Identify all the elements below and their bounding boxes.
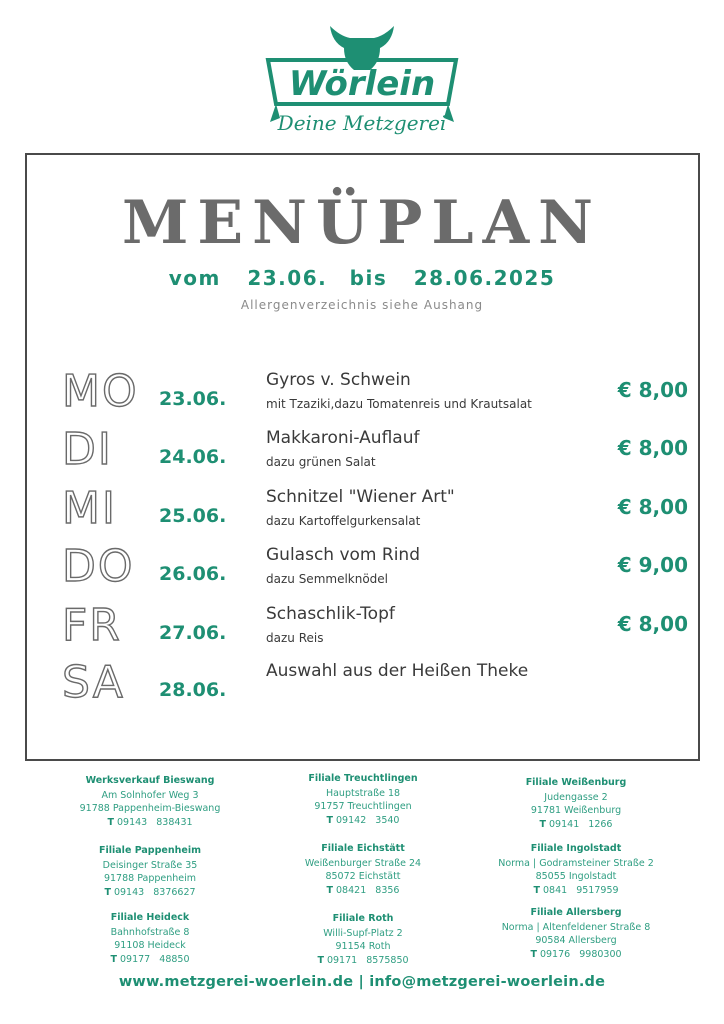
day-label: MI <box>62 483 117 534</box>
dish-price: € 9,00 <box>617 553 688 577</box>
dish-name: Makkaroni-Auflauf <box>266 428 420 448</box>
phone-number: 09176 9980300 <box>539 948 622 960</box>
branch-name: Filiale Pappenheim <box>99 845 201 856</box>
branch-phone <box>55 953 245 967</box>
branch-roth <box>268 912 458 967</box>
phone-label: T <box>533 884 540 896</box>
branch-phone <box>268 954 458 968</box>
branch-heideck <box>55 911 245 966</box>
branch-city: 85055 Ingolstadt <box>535 871 617 882</box>
day-label: DI <box>62 424 113 475</box>
dish-name: Gyros v. Schwein <box>266 370 411 390</box>
branch-name: Filiale Weißenburg <box>525 777 627 788</box>
dish-side: dazu Reis <box>266 631 324 645</box>
branch-treuchtlingen <box>268 772 458 827</box>
date-range <box>0 266 724 290</box>
branch-allersberg <box>481 906 671 961</box>
dish-side: mit Tzaziki,dazu Tomatenreis und Krautsalat <box>266 397 532 411</box>
footer-contact[interactable]: www.metzgerei-woerlein.de | info@metzgerei-woerlein.de <box>118 974 606 990</box>
phone-label: T <box>104 886 111 898</box>
branch-name: Filiale Treuchtlingen <box>308 773 418 784</box>
phone-label: T <box>110 953 117 965</box>
day-date: 25.06. <box>159 505 227 527</box>
branch-phone <box>481 818 671 832</box>
branch-name: Filiale Eichstätt <box>321 843 405 854</box>
day-label: SA <box>62 657 125 708</box>
branch-name: Filiale Roth <box>332 913 394 924</box>
branch-name: Filiale Ingolstadt <box>530 843 622 854</box>
menu-row-do <box>0 541 724 603</box>
dish-name: Auswahl aus der Heißen Theke <box>266 661 529 681</box>
branch-phone <box>268 814 458 828</box>
day-date: 23.06. <box>159 388 227 410</box>
dish-price: € 8,00 <box>617 495 688 519</box>
phone-number: 09177 48850 <box>120 953 190 965</box>
phone-number: 0841 9517959 <box>542 884 619 896</box>
branch-street: Hauptstraße 18 <box>325 787 401 799</box>
phone-label: T <box>326 884 333 896</box>
range-end: 28.06.2025 <box>413 266 556 290</box>
allergen-note: Allergenverzeichnis siehe Aushang <box>240 298 484 312</box>
menu-row-sa <box>0 657 724 719</box>
dish-price: € 8,00 <box>617 378 688 402</box>
branch-street: Norma | Altenfeldener Straße 8 <box>501 921 651 933</box>
branch-city: 91154 Roth <box>335 941 391 952</box>
dish-name: Schnitzel "Wiener Art" <box>266 487 455 507</box>
branch-street: Weißenburger Straße 24 <box>304 857 422 869</box>
phone-number: 09171 8575850 <box>326 954 409 966</box>
day-date: 27.06. <box>159 622 227 644</box>
branch-city: 91108 Heideck <box>114 940 186 951</box>
branch-phone <box>55 816 245 830</box>
branch-city: 91781 Weißenburg <box>530 805 622 816</box>
dish-side: dazu Kartoffelgurkensalat <box>266 514 421 528</box>
day-date: 28.06. <box>159 679 227 701</box>
phone-number: 09141 1266 <box>549 818 613 830</box>
day-label: MO <box>62 366 139 417</box>
dish-price: € 8,00 <box>617 612 688 636</box>
branch-street: Norma | Godramsteiner Straße 2 <box>498 857 654 869</box>
menu-row-di <box>0 424 724 486</box>
branch-street: Judengasse 2 <box>544 791 608 803</box>
branch-pappenheim <box>55 844 245 899</box>
menu-title: MENÜPLAN <box>121 188 603 258</box>
dish-side: dazu grünen Salat <box>266 455 376 469</box>
branch-city: 91757 Treuchtlingen <box>314 801 412 812</box>
branch-street: Bahnhofstraße 8 <box>110 926 190 938</box>
phone-number: 09142 3540 <box>336 814 400 826</box>
phone-label: T <box>530 948 537 960</box>
menu-row-mo <box>0 366 724 428</box>
dish-price: € 8,00 <box>617 436 688 460</box>
brand-logo <box>262 22 462 146</box>
branch-city: 85072 Eichstätt <box>325 871 401 882</box>
phone-number: 09143 8376627 <box>113 886 196 898</box>
day-label: FR <box>62 600 122 651</box>
branch-phone <box>55 886 245 900</box>
branch-ingolstadt <box>481 842 671 897</box>
day-label: DO <box>62 541 135 592</box>
branch-bieswang <box>55 774 245 829</box>
phone-label: T <box>539 818 546 830</box>
dish-name: Schaschlik-Topf <box>266 604 395 624</box>
branch-phone <box>481 948 671 962</box>
branch-phone <box>268 884 458 898</box>
brand-name: Wörlein <box>288 64 436 104</box>
day-date: 26.06. <box>159 563 227 585</box>
range-prefix: vom <box>168 266 221 290</box>
phone-label: T <box>317 954 324 966</box>
phone-number: 09143 838431 <box>116 816 193 828</box>
dish-side: dazu Semmelknödel <box>266 572 389 586</box>
menu-row-mi <box>0 483 724 545</box>
phone-label: T <box>326 814 333 826</box>
branch-street: Willi-Supf-Platz 2 <box>323 927 403 939</box>
phone-number: 08421 8356 <box>336 884 400 896</box>
range-mid: bis <box>349 266 388 290</box>
day-date: 24.06. <box>159 446 227 468</box>
branch-list <box>0 772 724 972</box>
branch-eichstaett <box>268 842 458 897</box>
menu-row-fr <box>0 600 724 662</box>
branch-city: 90584 Allersberg <box>535 935 617 946</box>
branch-phone <box>481 884 671 898</box>
range-start: 23.06. <box>247 266 328 290</box>
branch-street: Deisinger Straße 35 <box>102 859 198 871</box>
branch-name: Werksverkauf Bieswang <box>85 775 215 786</box>
branch-city: 91788 Pappenheim <box>103 873 197 884</box>
branch-city: 91788 Pappenheim-Bieswang <box>79 803 221 814</box>
bull-logo-icon <box>262 22 462 146</box>
brand-tagline: Deine Metzgerei <box>277 111 447 135</box>
dish-name: Gulasch vom Rind <box>266 545 420 565</box>
branch-name: Filiale Heideck <box>110 912 190 923</box>
phone-label: T <box>107 816 114 828</box>
branch-street: Am Solnhofer Weg 3 <box>101 789 199 801</box>
branch-weissenburg <box>481 776 671 831</box>
branch-name: Filiale Allersberg <box>530 907 622 918</box>
